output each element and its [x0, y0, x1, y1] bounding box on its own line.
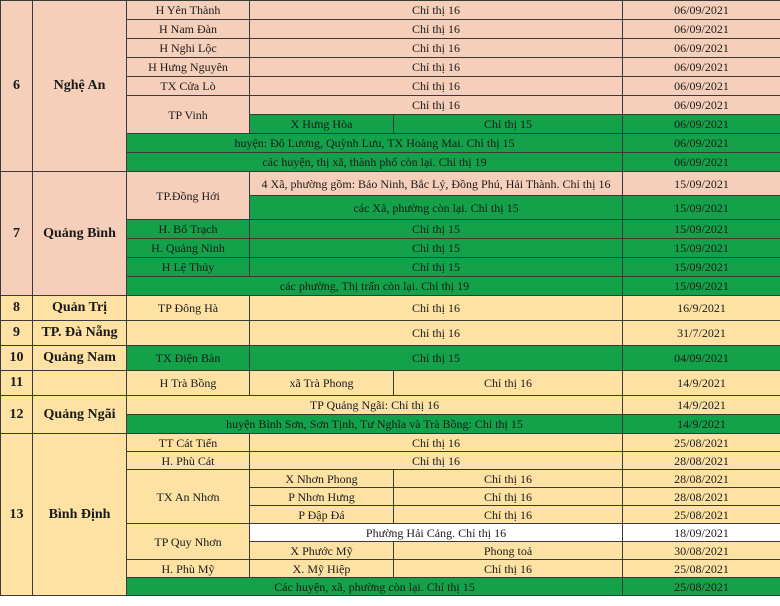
effective-date: 06/09/2021 [623, 77, 780, 96]
table-row [1, 396, 780, 415]
effective-date: 15/09/2021 [623, 258, 780, 277]
place-name: TX Cửa Lò [127, 77, 250, 96]
effective-date: 30/08/2021 [623, 542, 780, 560]
effective-date: 31/7/2021 [623, 321, 780, 346]
table-row [1, 1, 780, 20]
place-name: H Lệ Thủy [127, 258, 250, 277]
effective-date: 15/09/2021 [623, 239, 780, 258]
directive: Chỉ thị 15 [394, 115, 623, 134]
directive: Chỉ thị 16 [250, 20, 623, 39]
area-directive: huyện: Đô Lương, Quỳnh Lưu, TX Hoàng Mai. Chỉ thị 15 [127, 134, 623, 153]
sub-place-name: xã Trà Phong [250, 371, 394, 396]
directive: Chỉ thị 16 [394, 506, 623, 524]
sub-place-name: X Hưng Hòa [250, 115, 394, 134]
province-name: Quản Trị [33, 296, 127, 321]
row-number: 7 [1, 172, 33, 296]
province-name: Quảng Nam [33, 346, 127, 371]
sub-place-name: X. Mỹ Hiệp [250, 560, 394, 578]
place-name: TP Vinh [127, 96, 250, 134]
directive: Chỉ thị 16 [250, 321, 623, 346]
directive: Chỉ thị 16 [394, 371, 623, 396]
directive: Chỉ thị 16 [250, 1, 623, 20]
directive: Chỉ thị 16 [250, 296, 623, 321]
effective-date: 25/08/2021 [623, 578, 780, 596]
province-name: TP. Đà Nẵng [33, 321, 127, 346]
row-number: 9 [1, 321, 33, 346]
directive: Chỉ thị 16 [394, 560, 623, 578]
directive: Chỉ thị 16 [394, 470, 623, 488]
place-name: H. Phù Cát [127, 452, 250, 470]
effective-date: 06/09/2021 [623, 20, 780, 39]
row-number: 8 [1, 296, 33, 321]
directive: Chỉ thị 16 [250, 58, 623, 77]
effective-date: 15/09/2021 [623, 220, 780, 239]
effective-date: 28/08/2021 [623, 452, 780, 470]
effective-date: 06/09/2021 [623, 1, 780, 20]
place-name: H Trà Bồng [127, 371, 250, 396]
place-name: H. Quảng Ninh [127, 239, 250, 258]
area-directive: huyện Bình Sơn, Sơn Tịnh, Tư Nghĩa và Trà Bồng: Chỉ thị 15 [127, 415, 623, 434]
area-directive: các Xã, phường còn lại. Chỉ thị 15 [250, 196, 623, 220]
effective-date: 28/08/2021 [623, 470, 780, 488]
effective-date: 14/9/2021 [623, 371, 780, 396]
place-name: H. Bố Trạch [127, 220, 250, 239]
area-directive: các phường, Thị trấn còn lại. Chỉ thị 19 [127, 277, 623, 296]
row-number: 13 [1, 434, 33, 596]
area-directive: TP Quảng Ngãi: Chỉ thị 16 [127, 396, 623, 415]
row-number: 12 [1, 396, 33, 434]
effective-date: 15/09/2021 [623, 172, 780, 196]
sub-place-name: X Nhơn Phong [250, 470, 394, 488]
effective-date: 18/09/2021 [623, 524, 780, 542]
province-name [33, 371, 127, 396]
row-number: 6 [1, 1, 33, 172]
place-name: TX Điện Bàn [127, 346, 250, 371]
effective-date: 14/9/2021 [623, 415, 780, 434]
sub-place-name: P Nhơn Hưng [250, 488, 394, 506]
sub-place-name: P Đập Đá [250, 506, 394, 524]
effective-date: 25/08/2021 [623, 560, 780, 578]
directive: Chỉ thị 16 [250, 77, 623, 96]
directive: Phong toả [394, 542, 623, 560]
place-name: H Nam Đàn [127, 20, 250, 39]
effective-date: 25/08/2021 [623, 434, 780, 452]
directive: Chỉ thị 16 [250, 96, 623, 115]
place-name: TP Đông Hà [127, 296, 250, 321]
place-name: TP Quy Nhơn [127, 524, 250, 560]
place-name: H. Phù Mỹ [127, 560, 250, 578]
effective-date: 06/09/2021 [623, 134, 780, 153]
row-number: 10 [1, 346, 33, 371]
place-name: TT Cát Tiến [127, 434, 250, 452]
effective-date: 25/08/2021 [623, 506, 780, 524]
effective-date: 28/08/2021 [623, 488, 780, 506]
province-name: Quảng Ngãi [33, 396, 127, 434]
directive: Chỉ thị 16 [394, 488, 623, 506]
place-name: TX An Nhơn [127, 470, 250, 524]
area-directive: Các huyện, xã, phường còn lại. Chỉ thị 15 [127, 578, 623, 596]
effective-date: 15/09/2021 [623, 196, 780, 220]
province-name: Quảng Bình [33, 172, 127, 296]
effective-date: 06/09/2021 [623, 153, 780, 172]
place-name [127, 321, 250, 346]
table-row [1, 321, 780, 346]
directive: Chỉ thị 15 [250, 239, 623, 258]
place-name: H Yên Thành [127, 1, 250, 20]
effective-date: 14/9/2021 [623, 396, 780, 415]
area-directive: 4 Xã, phường gồm: Bảo Ninh, Bắc Lý, Đồng Phú, Hải Thành. Chỉ thị 16 [250, 172, 623, 196]
directive: Chỉ thị 16 [250, 434, 623, 452]
table-row [1, 296, 780, 321]
directive: Chỉ thị 15 [250, 220, 623, 239]
place-name: H Nghi Lộc [127, 39, 250, 58]
table-row [1, 371, 780, 396]
sub-place-name: X Phước Mỹ [250, 542, 394, 560]
province-name: Bình Định [33, 434, 127, 596]
table-row [1, 346, 780, 371]
row-number: 11 [1, 371, 33, 396]
table-row [1, 172, 780, 196]
effective-date: 06/09/2021 [623, 115, 780, 134]
directive: Chỉ thị 16 [250, 452, 623, 470]
directive: Chỉ thị 15 [250, 346, 623, 371]
directive: Chỉ thị 16 [250, 39, 623, 58]
effective-date: 16/9/2021 [623, 296, 780, 321]
place-name: TP.Đồng Hới [127, 172, 250, 220]
effective-date: 15/09/2021 [623, 277, 780, 296]
effective-date: 04/09/2021 [623, 346, 780, 371]
province-name: Nghệ An [33, 1, 127, 172]
effective-date: 06/09/2021 [623, 96, 780, 115]
effective-date: 06/09/2021 [623, 58, 780, 77]
table-row [1, 434, 780, 452]
place-name: H Hưng Nguyên [127, 58, 250, 77]
effective-date: 06/09/2021 [623, 39, 780, 58]
area-directive: Phường Hải Cảng. Chỉ thị 16 [250, 524, 623, 542]
directive: Chỉ thị 15 [250, 258, 623, 277]
area-directive: các huyện, thị xã, thành phố còn lại. Chỉ thị 19 [127, 153, 623, 172]
